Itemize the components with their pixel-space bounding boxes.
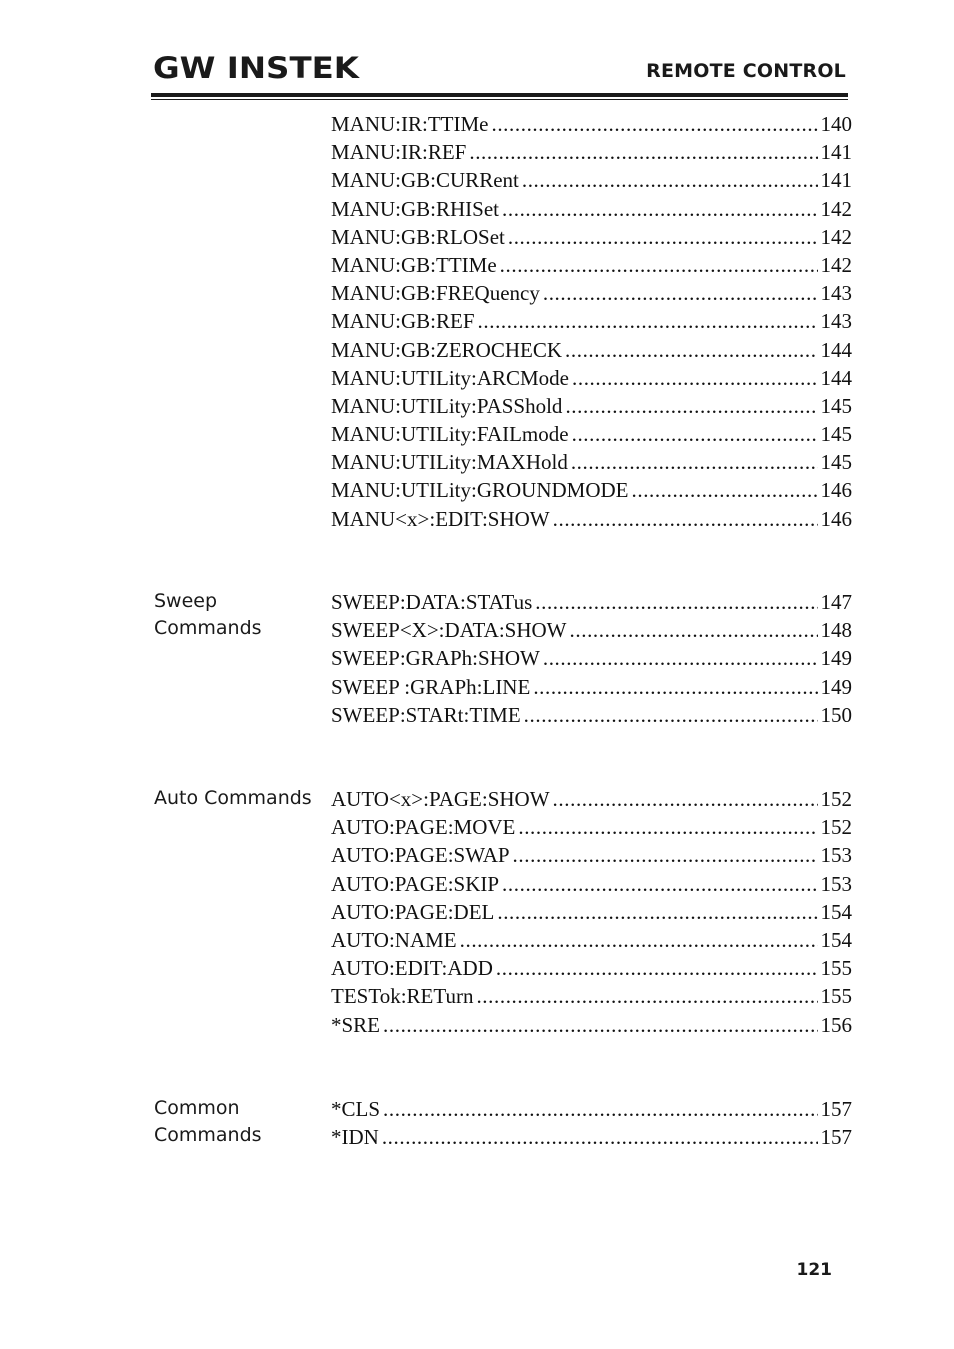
dot-leader (533, 673, 817, 701)
entry-page-number: 145 (820, 393, 852, 418)
entry-page-number: 156 (820, 1012, 852, 1037)
entry-page-number: 145 (820, 450, 852, 475)
dot-leader (553, 505, 818, 533)
group-label-line: Commands (154, 1124, 262, 1146)
toc-entry[interactable] (331, 251, 852, 279)
entry-command: TESTok:RETurn (331, 984, 474, 1009)
entry-page-number: 153 (820, 843, 852, 868)
dot-leader (383, 1011, 817, 1039)
dot-leader (518, 813, 817, 841)
entry-page-number: 144 (820, 337, 852, 362)
gw-instek-logo: GW INSTEK (153, 51, 359, 85)
toc-entry[interactable] (331, 279, 852, 307)
toc-entry[interactable] (331, 392, 852, 420)
entry-page-number: 141 (820, 168, 852, 193)
toc-entry[interactable] (331, 673, 852, 701)
entry-command: MANU:UTILity:MAXHold (331, 450, 568, 475)
entry-page-number: 152 (820, 815, 852, 840)
entry-page-number: 155 (820, 984, 852, 1009)
entry-list (331, 588, 852, 729)
toc-entry[interactable] (331, 785, 852, 813)
entry-command: *IDN (331, 1125, 379, 1150)
dot-leader (565, 336, 817, 364)
entry-page-number: 146 (820, 506, 852, 531)
entry-page-number: 157 (820, 1097, 852, 1121)
entry-page-number: 144 (820, 365, 852, 390)
dot-leader (460, 926, 818, 954)
dot-leader (535, 588, 817, 616)
dot-leader (478, 307, 818, 335)
section-title: REMOTE CONTROL (646, 60, 846, 82)
toc-entry[interactable] (331, 476, 852, 504)
dot-leader (491, 110, 817, 138)
toc-entry[interactable] (331, 926, 852, 954)
entry-page-number: 155 (820, 956, 852, 981)
dot-leader (502, 195, 817, 223)
entry-command: SWEEP:GRAPh:SHOW (331, 646, 540, 671)
entry-page-number: 157 (820, 1125, 852, 1150)
entry-page-number: 149 (820, 674, 852, 699)
entry-page-number: 141 (820, 140, 852, 165)
entry-page-number: 146 (820, 478, 852, 503)
dot-leader (572, 364, 818, 392)
dot-leader (553, 785, 818, 813)
entry-command: AUTO:PAGE:SWAP (331, 843, 510, 868)
toc-entry[interactable] (331, 1011, 852, 1039)
group-label-line: Auto Commands (154, 787, 312, 809)
entry-page-number: 142 (820, 252, 852, 277)
dot-leader (383, 1095, 817, 1123)
dot-leader (502, 870, 817, 898)
dot-leader (565, 392, 817, 420)
entry-command: MANU<x>:EDIT:SHOW (331, 506, 550, 531)
entry-page-number: 140 (820, 112, 852, 136)
toc-entry[interactable] (331, 588, 852, 616)
entry-command: SWEEP:DATA:STATus (331, 590, 533, 614)
entry-page-number: 145 (820, 422, 852, 447)
group-label (154, 785, 312, 812)
entry-list (331, 785, 852, 1039)
toc-entry[interactable] (331, 307, 852, 335)
entry-page-number: 147 (820, 590, 852, 614)
dot-leader (632, 476, 818, 504)
entry-command: SWEEP:STARt:TIME (331, 702, 521, 727)
group-label (154, 588, 262, 642)
dot-leader (572, 420, 818, 448)
dot-leader (382, 1123, 818, 1151)
dot-leader (476, 982, 817, 1010)
group-label-line: Commands (154, 617, 262, 639)
toc-entry[interactable] (331, 138, 852, 166)
toc-entry[interactable] (331, 898, 852, 926)
toc-entry[interactable] (331, 1095, 852, 1123)
entry-page-number: 148 (820, 618, 852, 643)
entry-command: MANU:GB:CURRent (331, 168, 519, 193)
entry-page-number: 149 (820, 646, 852, 671)
toc-entry[interactable] (331, 364, 852, 392)
entry-command: MANU:GB:RLOSet (331, 224, 505, 249)
entry-command: MANU:GB:RHISet (331, 196, 500, 221)
toc-entry[interactable] (331, 616, 852, 644)
entry-page-number: 154 (820, 899, 852, 924)
entry-command: MANU:IR:REF (331, 140, 467, 165)
entry-command: MANU:GB:TTIMe (331, 252, 497, 277)
entry-page-number: 143 (820, 309, 852, 334)
dot-leader (570, 616, 818, 644)
entry-command: AUTO:EDIT:ADD (331, 956, 493, 981)
entry-list (331, 110, 852, 533)
toc-entry[interactable] (331, 166, 852, 194)
toc-entry[interactable] (331, 870, 852, 898)
entry-page-number: 142 (820, 224, 852, 249)
header-rule-thin (151, 99, 848, 100)
header-rule-thick (151, 93, 848, 97)
toc-entry[interactable] (331, 505, 852, 533)
toc-entry[interactable] (331, 841, 852, 869)
dot-leader (522, 166, 818, 194)
entry-command: MANU:UTILity:PASShold (331, 393, 563, 418)
dot-leader (508, 223, 818, 251)
entry-command: MANU:UTILity:ARCMode (331, 365, 569, 390)
toc-entry[interactable] (331, 813, 852, 841)
entry-command: MANU:UTILity:FAILmode (331, 422, 569, 447)
entry-command: MANU:UTILity:GROUNDMODE (331, 478, 629, 503)
entry-command: AUTO:PAGE:SKIP (331, 871, 500, 896)
toc-entry[interactable] (331, 982, 852, 1010)
dot-leader (500, 251, 818, 279)
entry-command: AUTO:PAGE:MOVE (331, 815, 516, 840)
entry-command: AUTO<x>:PAGE:SHOW (331, 787, 550, 811)
entry-list (331, 1095, 852, 1151)
entry-command: MANU:IR:TTIMe (331, 112, 489, 136)
toc-entry[interactable] (331, 954, 852, 982)
entry-page-number: 143 (820, 281, 852, 306)
toc-entry[interactable] (331, 420, 852, 448)
entry-page-number: 154 (820, 927, 852, 952)
entry-command: AUTO:NAME (331, 927, 457, 952)
dot-leader (571, 448, 818, 476)
page-number: 121 (796, 1260, 832, 1280)
toc-entry[interactable] (331, 195, 852, 223)
entry-command: MANU:GB:ZEROCHECK (331, 337, 563, 362)
group-label-line: Common (154, 1097, 240, 1119)
entry-page-number: 152 (820, 787, 852, 811)
dot-leader (543, 279, 818, 307)
entry-command: *CLS (331, 1097, 381, 1121)
entry-page-number: 142 (820, 196, 852, 221)
toc-entry[interactable] (331, 110, 852, 138)
entry-command: SWEEP<X>:DATA:SHOW (331, 618, 567, 643)
toc-entry[interactable] (331, 448, 852, 476)
dot-leader (513, 841, 818, 869)
entry-command: AUTO:PAGE:DEL (331, 899, 495, 924)
dot-leader (497, 898, 817, 926)
dot-leader (469, 138, 817, 166)
entry-command: MANU:GB:REF (331, 309, 475, 334)
dot-leader (524, 701, 818, 729)
toc-entry[interactable] (331, 701, 852, 729)
entry-command: MANU:GB:FREQuency (331, 281, 540, 306)
entry-page-number: 150 (820, 702, 852, 727)
toc-entry[interactable] (331, 336, 852, 364)
entry-command: *SRE (331, 1012, 381, 1037)
dot-leader (543, 644, 818, 672)
group-label-line: Sweep (154, 590, 218, 612)
entry-command: SWEEP :GRAPh:LINE (331, 674, 531, 699)
toc-entry[interactable] (331, 644, 852, 672)
toc-entry[interactable] (331, 1123, 852, 1151)
entry-page-number: 153 (820, 871, 852, 896)
dot-leader (496, 954, 818, 982)
group-label (154, 1095, 262, 1149)
toc-entry[interactable] (331, 223, 852, 251)
